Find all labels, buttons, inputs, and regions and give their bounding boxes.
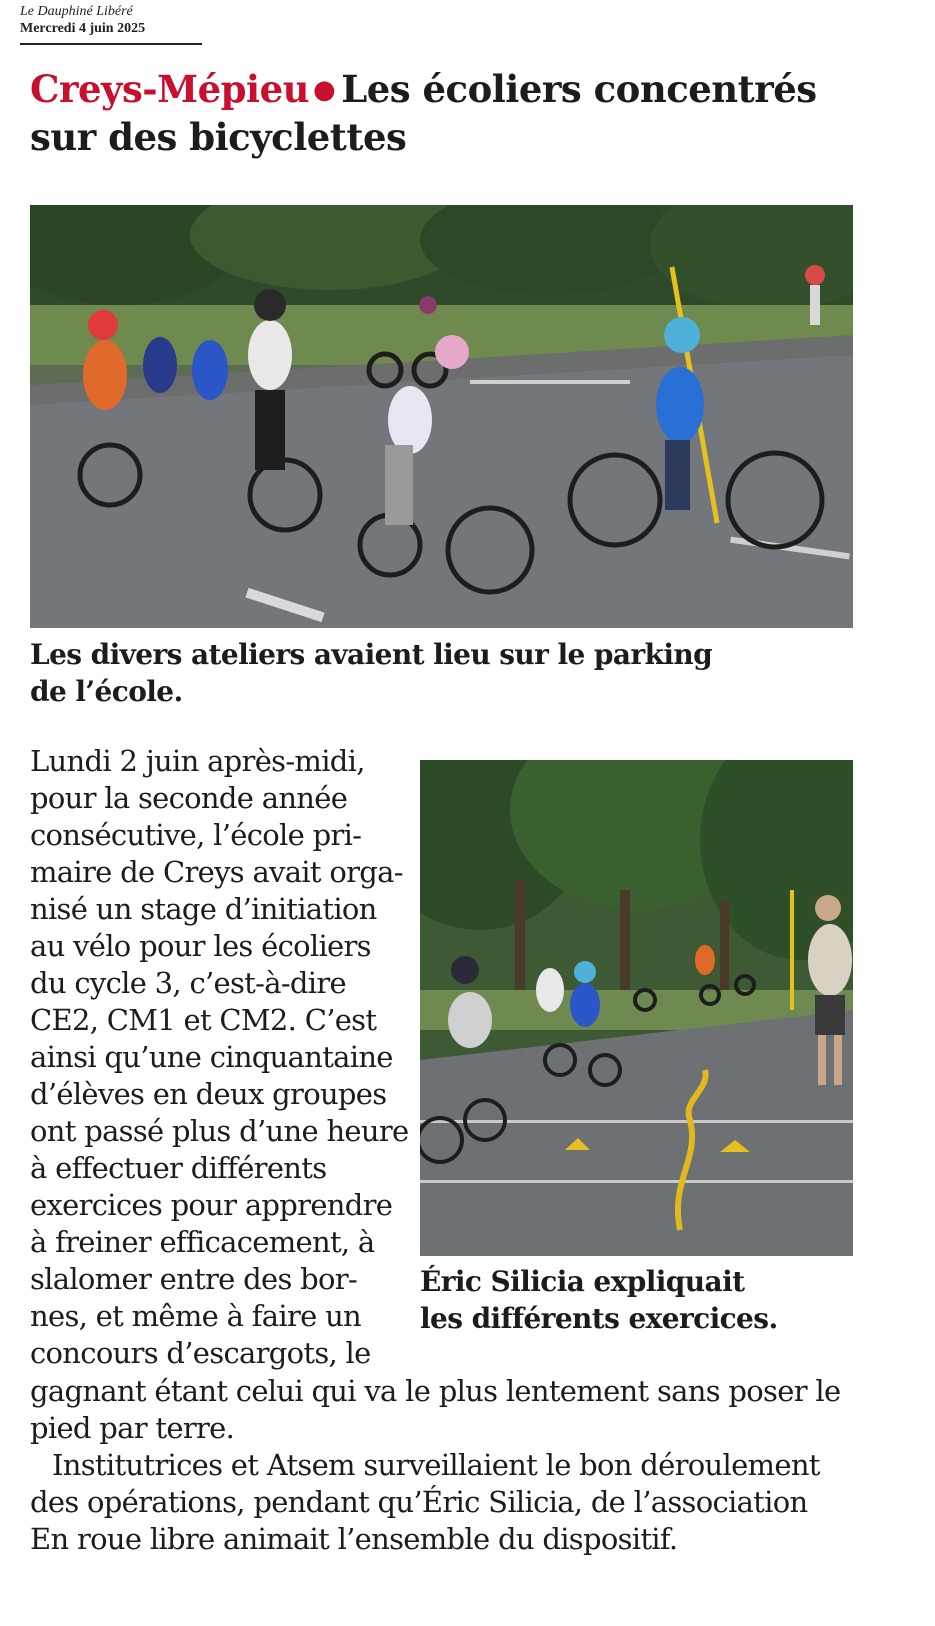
body-line: d’élèves en deux groupes <box>30 1077 387 1111</box>
body-line: pied par terre. <box>30 1411 235 1445</box>
body-line: à effectuer différents <box>30 1151 327 1185</box>
body-line: consécutive, l’école pri- <box>30 818 362 852</box>
body-line: Lundi 2 juin après-midi, <box>30 744 365 778</box>
body-line: Institutrices et Atsem surveillaient le bon déroulement <box>52 1448 820 1482</box>
photo2-caption-line2: les différents exercices. <box>420 1302 778 1335</box>
headline-title-line2: sur des bicyclettes <box>30 115 407 159</box>
body-line: exercices pour apprendre <box>30 1188 393 1222</box>
body-line: CE2, CM1 et CM2. C’est <box>30 1003 377 1037</box>
masthead-rule <box>20 43 202 45</box>
photo1-caption-line1: Les divers ateliers avaient lieu sur le parking <box>30 638 713 671</box>
body-line: à freiner efficacement, à <box>30 1225 375 1259</box>
masthead <box>20 4 202 45</box>
photo1-caption-line2: de l’école. <box>30 675 183 708</box>
newspaper-name: Le Dauphiné Libéré <box>20 4 133 19</box>
body-line: concours d’escargots, le <box>30 1336 371 1370</box>
photo1-caption <box>30 636 790 710</box>
body-line: ainsi qu’une cinquantaine <box>30 1040 393 1074</box>
headline-title-line1: Les écoliers concentrés <box>341 67 817 111</box>
body-line: gagnant étant celui qui va le plus lentement sans poser le <box>30 1374 841 1408</box>
body-line: au vélo pour les écoliers <box>30 929 371 963</box>
body-line: maire de Creys avait orga- <box>30 855 403 889</box>
body-line: des opérations, pendant qu’Éric Silicia, de l’association <box>30 1485 808 1519</box>
publication-date: Mercredi 4 juin 2025 <box>20 21 146 36</box>
body-line: du cycle 3, c’est-à-dire <box>30 966 346 1000</box>
body-line: pour la seconde année <box>30 781 348 815</box>
body-line: nes, et même à faire un <box>30 1299 362 1333</box>
body-line: En roue libre animait l’ensemble du dispositif. <box>30 1522 678 1556</box>
headline-location: Creys-Mépieu <box>30 67 310 111</box>
body-line: slalomer entre des bor- <box>30 1262 358 1296</box>
photo2-caption <box>420 1263 860 1337</box>
article-headline <box>30 66 890 161</box>
article-body-full-width <box>30 1373 910 1558</box>
photo-instructor-explaining <box>420 760 853 1256</box>
article-body-column <box>30 743 420 1372</box>
body-line: nisé un stage d’initiation <box>30 892 377 926</box>
photo2-caption-line1: Éric Silicia expliquait <box>420 1265 745 1298</box>
photo-children-cycling-parking <box>30 205 853 628</box>
headline-bullet-icon: ● <box>313 75 336 105</box>
body-line: ont passé plus d’une heure <box>30 1114 409 1148</box>
